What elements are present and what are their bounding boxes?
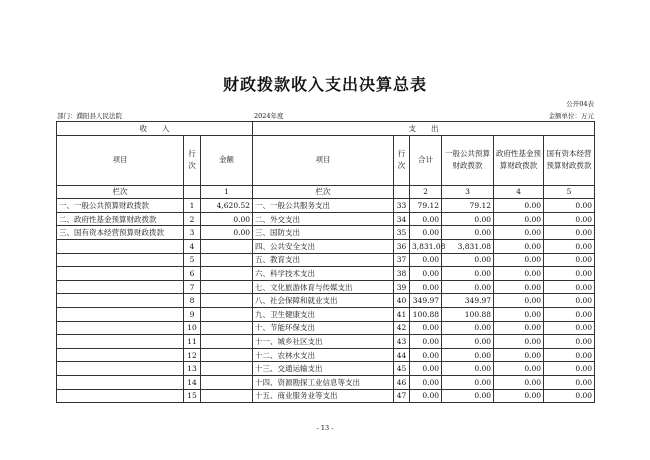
soe-capital-cell: 0.00 bbox=[544, 375, 595, 389]
col-index-5: 5 bbox=[544, 185, 595, 199]
gov-fund-cell: 0.00 bbox=[494, 199, 544, 213]
soe-capital-header: 国有资本经营预算财政拨款 bbox=[544, 135, 595, 185]
income-item-cell bbox=[57, 267, 184, 281]
soe-capital-cell: 0.00 bbox=[544, 253, 595, 267]
column-index-row bbox=[57, 185, 595, 199]
income-amount-cell bbox=[201, 362, 253, 376]
total-cell: 0.00 bbox=[410, 389, 442, 403]
total-cell: 0.00 bbox=[410, 253, 442, 267]
income-row-no-cell: 5 bbox=[184, 253, 201, 267]
income-amount-cell bbox=[201, 321, 253, 335]
amount-unit-label: 金额单位：万元 bbox=[548, 112, 594, 120]
expense-row-no-cell: 37 bbox=[394, 253, 410, 267]
column-header-row bbox=[57, 135, 595, 185]
table-row bbox=[57, 307, 595, 321]
gov-fund-cell: 0.00 bbox=[494, 348, 544, 362]
table-row bbox=[57, 348, 595, 362]
expense-section-header: 支 出 bbox=[253, 122, 595, 136]
total-header: 合计 bbox=[410, 135, 442, 185]
col-index-2: 2 bbox=[410, 185, 442, 199]
expense-row-no-header: 行次 bbox=[394, 135, 410, 185]
col-index-4: 4 bbox=[494, 185, 544, 199]
total-cell: 0.00 bbox=[410, 212, 442, 226]
total-cell: 0.00 bbox=[410, 267, 442, 281]
income-item-header: 项目 bbox=[57, 135, 184, 185]
total-cell: 0.00 bbox=[410, 335, 442, 349]
total-cell: 0.00 bbox=[410, 321, 442, 335]
total-cell: 349.97 bbox=[410, 294, 442, 308]
expense-row-no-cell: 35 bbox=[394, 226, 410, 240]
general-budget-cell: 0.00 bbox=[442, 348, 494, 362]
income-amount-cell bbox=[201, 375, 253, 389]
income-amount-cell bbox=[201, 253, 253, 267]
income-item-cell bbox=[57, 348, 184, 362]
general-budget-cell: 0.00 bbox=[442, 212, 494, 226]
soe-capital-cell: 0.00 bbox=[544, 348, 595, 362]
income-amount-cell bbox=[201, 389, 253, 403]
income-item-cell bbox=[57, 253, 184, 267]
income-row-no-cell: 1 bbox=[184, 199, 201, 213]
soe-capital-cell: 0.00 bbox=[544, 389, 595, 403]
expense-col-label: 栏次 bbox=[253, 185, 394, 199]
total-cell: 0.00 bbox=[410, 375, 442, 389]
income-row-no-cell: 8 bbox=[184, 294, 201, 308]
income-row-no-cell: 12 bbox=[184, 348, 201, 362]
income-amount-cell bbox=[201, 280, 253, 294]
soe-capital-cell: 0.00 bbox=[544, 307, 595, 321]
expense-item-cell: 十三、交通运输支出 bbox=[253, 362, 394, 376]
expense-item-cell: 一、一般公共服务支出 bbox=[253, 199, 394, 213]
gov-fund-cell: 0.00 bbox=[494, 253, 544, 267]
income-amount-cell bbox=[201, 294, 253, 308]
general-budget-cell: 0.00 bbox=[442, 267, 494, 281]
soe-capital-cell: 0.00 bbox=[544, 280, 595, 294]
expense-row-no-cell: 34 bbox=[394, 212, 410, 226]
gov-fund-header: 政府性基金预算财政拨款 bbox=[494, 135, 544, 185]
expense-row-no-cell: 40 bbox=[394, 294, 410, 308]
expense-item-cell: 七、文化旅游体育与传媒支出 bbox=[253, 280, 394, 294]
soe-capital-cell: 0.00 bbox=[544, 199, 595, 213]
expense-item-cell: 十二、农林水支出 bbox=[253, 348, 394, 362]
soe-capital-cell: 0.00 bbox=[544, 321, 595, 335]
empty-cell bbox=[394, 185, 410, 199]
total-cell: 0.00 bbox=[410, 362, 442, 376]
total-cell: 79.12 bbox=[410, 199, 442, 213]
expense-row-no-cell: 42 bbox=[394, 321, 410, 335]
table-row bbox=[57, 239, 595, 253]
general-budget-cell: 79.12 bbox=[442, 199, 494, 213]
income-row-no-cell: 11 bbox=[184, 335, 201, 349]
general-budget-cell: 0.00 bbox=[442, 362, 494, 376]
expense-row-no-cell: 44 bbox=[394, 348, 410, 362]
page-number: - 13 - bbox=[316, 424, 334, 432]
income-amount-cell bbox=[201, 239, 253, 253]
gov-fund-cell: 0.00 bbox=[494, 267, 544, 281]
total-cell: 0.00 bbox=[410, 226, 442, 240]
fiscal-year-label: 2024年度 bbox=[254, 112, 284, 120]
income-item-cell bbox=[57, 335, 184, 349]
col-index-3: 3 bbox=[442, 185, 494, 199]
gov-fund-cell: 0.00 bbox=[494, 294, 544, 308]
table-row bbox=[57, 226, 595, 240]
table-row bbox=[57, 212, 595, 226]
expense-row-no-cell: 33 bbox=[394, 199, 410, 213]
gov-fund-cell: 0.00 bbox=[494, 239, 544, 253]
expense-item-cell: 二、外交支出 bbox=[253, 212, 394, 226]
general-budget-cell: 0.00 bbox=[442, 280, 494, 294]
income-amount-cell: 0.00 bbox=[201, 212, 253, 226]
income-row-no-cell: 4 bbox=[184, 239, 201, 253]
gov-fund-cell: 0.00 bbox=[494, 389, 544, 403]
soe-capital-cell: 0.00 bbox=[544, 212, 595, 226]
general-budget-cell: 0.00 bbox=[442, 226, 494, 240]
expense-row-no-cell: 43 bbox=[394, 335, 410, 349]
expense-item-cell: 十四、资源勘探工业信息等支出 bbox=[253, 375, 394, 389]
general-budget-cell: 3,831.08 bbox=[442, 239, 494, 253]
expense-row-no-cell: 39 bbox=[394, 280, 410, 294]
gov-fund-cell: 0.00 bbox=[494, 307, 544, 321]
table-row bbox=[57, 267, 595, 281]
general-budget-cell: 100.88 bbox=[442, 307, 494, 321]
soe-capital-cell: 0.00 bbox=[544, 226, 595, 240]
general-budget-cell: 0.00 bbox=[442, 321, 494, 335]
expense-item-header: 项目 bbox=[253, 135, 394, 185]
general-budget-cell: 0.00 bbox=[442, 375, 494, 389]
expense-item-cell: 十一、城乡社区支出 bbox=[253, 335, 394, 349]
income-section-header: 收 入 bbox=[57, 122, 253, 136]
table-row bbox=[57, 294, 595, 308]
table-row bbox=[57, 362, 595, 376]
table-row bbox=[57, 280, 595, 294]
expense-item-cell: 十五、商业服务业等支出 bbox=[253, 389, 394, 403]
income-row-no-cell: 7 bbox=[184, 280, 201, 294]
department-label: 部门：濮阳县人民法院 bbox=[57, 112, 122, 120]
gov-fund-cell: 0.00 bbox=[494, 280, 544, 294]
income-item-cell: 三、国有资本经营预算财政拨款 bbox=[57, 226, 184, 240]
income-item-cell bbox=[57, 307, 184, 321]
income-amount-cell bbox=[201, 348, 253, 362]
soe-capital-cell: 0.00 bbox=[544, 239, 595, 253]
total-cell: 100.88 bbox=[410, 307, 442, 321]
section-header-row bbox=[57, 122, 595, 136]
expense-item-cell: 四、公共安全支出 bbox=[253, 239, 394, 253]
soe-capital-cell: 0.00 bbox=[544, 267, 595, 281]
empty-cell bbox=[184, 185, 201, 199]
expense-item-cell: 五、教育支出 bbox=[253, 253, 394, 267]
gov-fund-cell: 0.00 bbox=[494, 362, 544, 376]
income-row-no-cell: 14 bbox=[184, 375, 201, 389]
table-row bbox=[57, 253, 595, 267]
income-amount-cell bbox=[201, 307, 253, 321]
table-row bbox=[57, 335, 595, 349]
final-accounts-table bbox=[56, 121, 595, 403]
income-row-no-cell: 13 bbox=[184, 362, 201, 376]
table-row bbox=[57, 321, 595, 335]
income-col-label: 栏次 bbox=[57, 185, 184, 199]
table-row bbox=[57, 375, 595, 389]
income-item-cell bbox=[57, 321, 184, 335]
gov-fund-cell: 0.00 bbox=[494, 375, 544, 389]
income-item-cell bbox=[57, 280, 184, 294]
gov-fund-cell: 0.00 bbox=[494, 212, 544, 226]
income-amount-header: 金额 bbox=[201, 135, 253, 185]
total-cell: 0.00 bbox=[410, 348, 442, 362]
income-item-cell: 二、政府性基金预算财政拨款 bbox=[57, 212, 184, 226]
form-number: 公开04表 bbox=[566, 100, 594, 108]
income-item-cell bbox=[57, 389, 184, 403]
income-row-no-header: 行次 bbox=[184, 135, 201, 185]
soe-capital-cell: 0.00 bbox=[544, 294, 595, 308]
general-budget-cell: 349.97 bbox=[442, 294, 494, 308]
income-row-no-cell: 3 bbox=[184, 226, 201, 240]
income-amount-cell bbox=[201, 335, 253, 349]
expense-item-cell: 八、社会保障和就业支出 bbox=[253, 294, 394, 308]
income-row-no-cell: 6 bbox=[184, 267, 201, 281]
gov-fund-cell: 0.00 bbox=[494, 335, 544, 349]
table-row bbox=[57, 199, 595, 213]
expense-row-no-cell: 47 bbox=[394, 389, 410, 403]
expense-item-cell: 十、节能环保支出 bbox=[253, 321, 394, 335]
income-amount-cell bbox=[201, 267, 253, 281]
gov-fund-cell: 0.00 bbox=[494, 321, 544, 335]
soe-capital-cell: 0.00 bbox=[544, 362, 595, 376]
soe-capital-cell: 0.00 bbox=[544, 335, 595, 349]
income-amount-cell: 0.00 bbox=[201, 226, 253, 240]
income-row-no-cell: 9 bbox=[184, 307, 201, 321]
table-row bbox=[57, 389, 595, 403]
col-index-1: 1 bbox=[201, 185, 253, 199]
income-item-cell bbox=[57, 362, 184, 376]
income-amount-cell: 4,620.52 bbox=[201, 199, 253, 213]
income-item-cell bbox=[57, 375, 184, 389]
expense-item-cell: 三、国防支出 bbox=[253, 226, 394, 240]
income-row-no-cell: 10 bbox=[184, 321, 201, 335]
expense-row-no-cell: 41 bbox=[394, 307, 410, 321]
general-budget-cell: 0.00 bbox=[442, 335, 494, 349]
expense-item-cell: 九、卫生健康支出 bbox=[253, 307, 394, 321]
general-budget-header: 一般公共预算财政拨款 bbox=[442, 135, 494, 185]
total-cell: 3,831.08 bbox=[410, 239, 442, 253]
document-title: 财政拨款收入支出决算总表 bbox=[222, 75, 427, 94]
income-row-no-cell: 2 bbox=[184, 212, 201, 226]
income-item-cell bbox=[57, 239, 184, 253]
expense-item-cell: 六、科学技术支出 bbox=[253, 267, 394, 281]
total-cell: 0.00 bbox=[410, 280, 442, 294]
expense-row-no-cell: 38 bbox=[394, 267, 410, 281]
income-item-cell bbox=[57, 294, 184, 308]
income-item-cell: 一、一般公共预算财政拨款 bbox=[57, 199, 184, 213]
gov-fund-cell: 0.00 bbox=[494, 226, 544, 240]
general-budget-cell: 0.00 bbox=[442, 389, 494, 403]
general-budget-cell: 0.00 bbox=[442, 253, 494, 267]
expense-row-no-cell: 36 bbox=[394, 239, 410, 253]
expense-row-no-cell: 45 bbox=[394, 362, 410, 376]
income-row-no-cell: 15 bbox=[184, 389, 201, 403]
expense-row-no-cell: 46 bbox=[394, 375, 410, 389]
